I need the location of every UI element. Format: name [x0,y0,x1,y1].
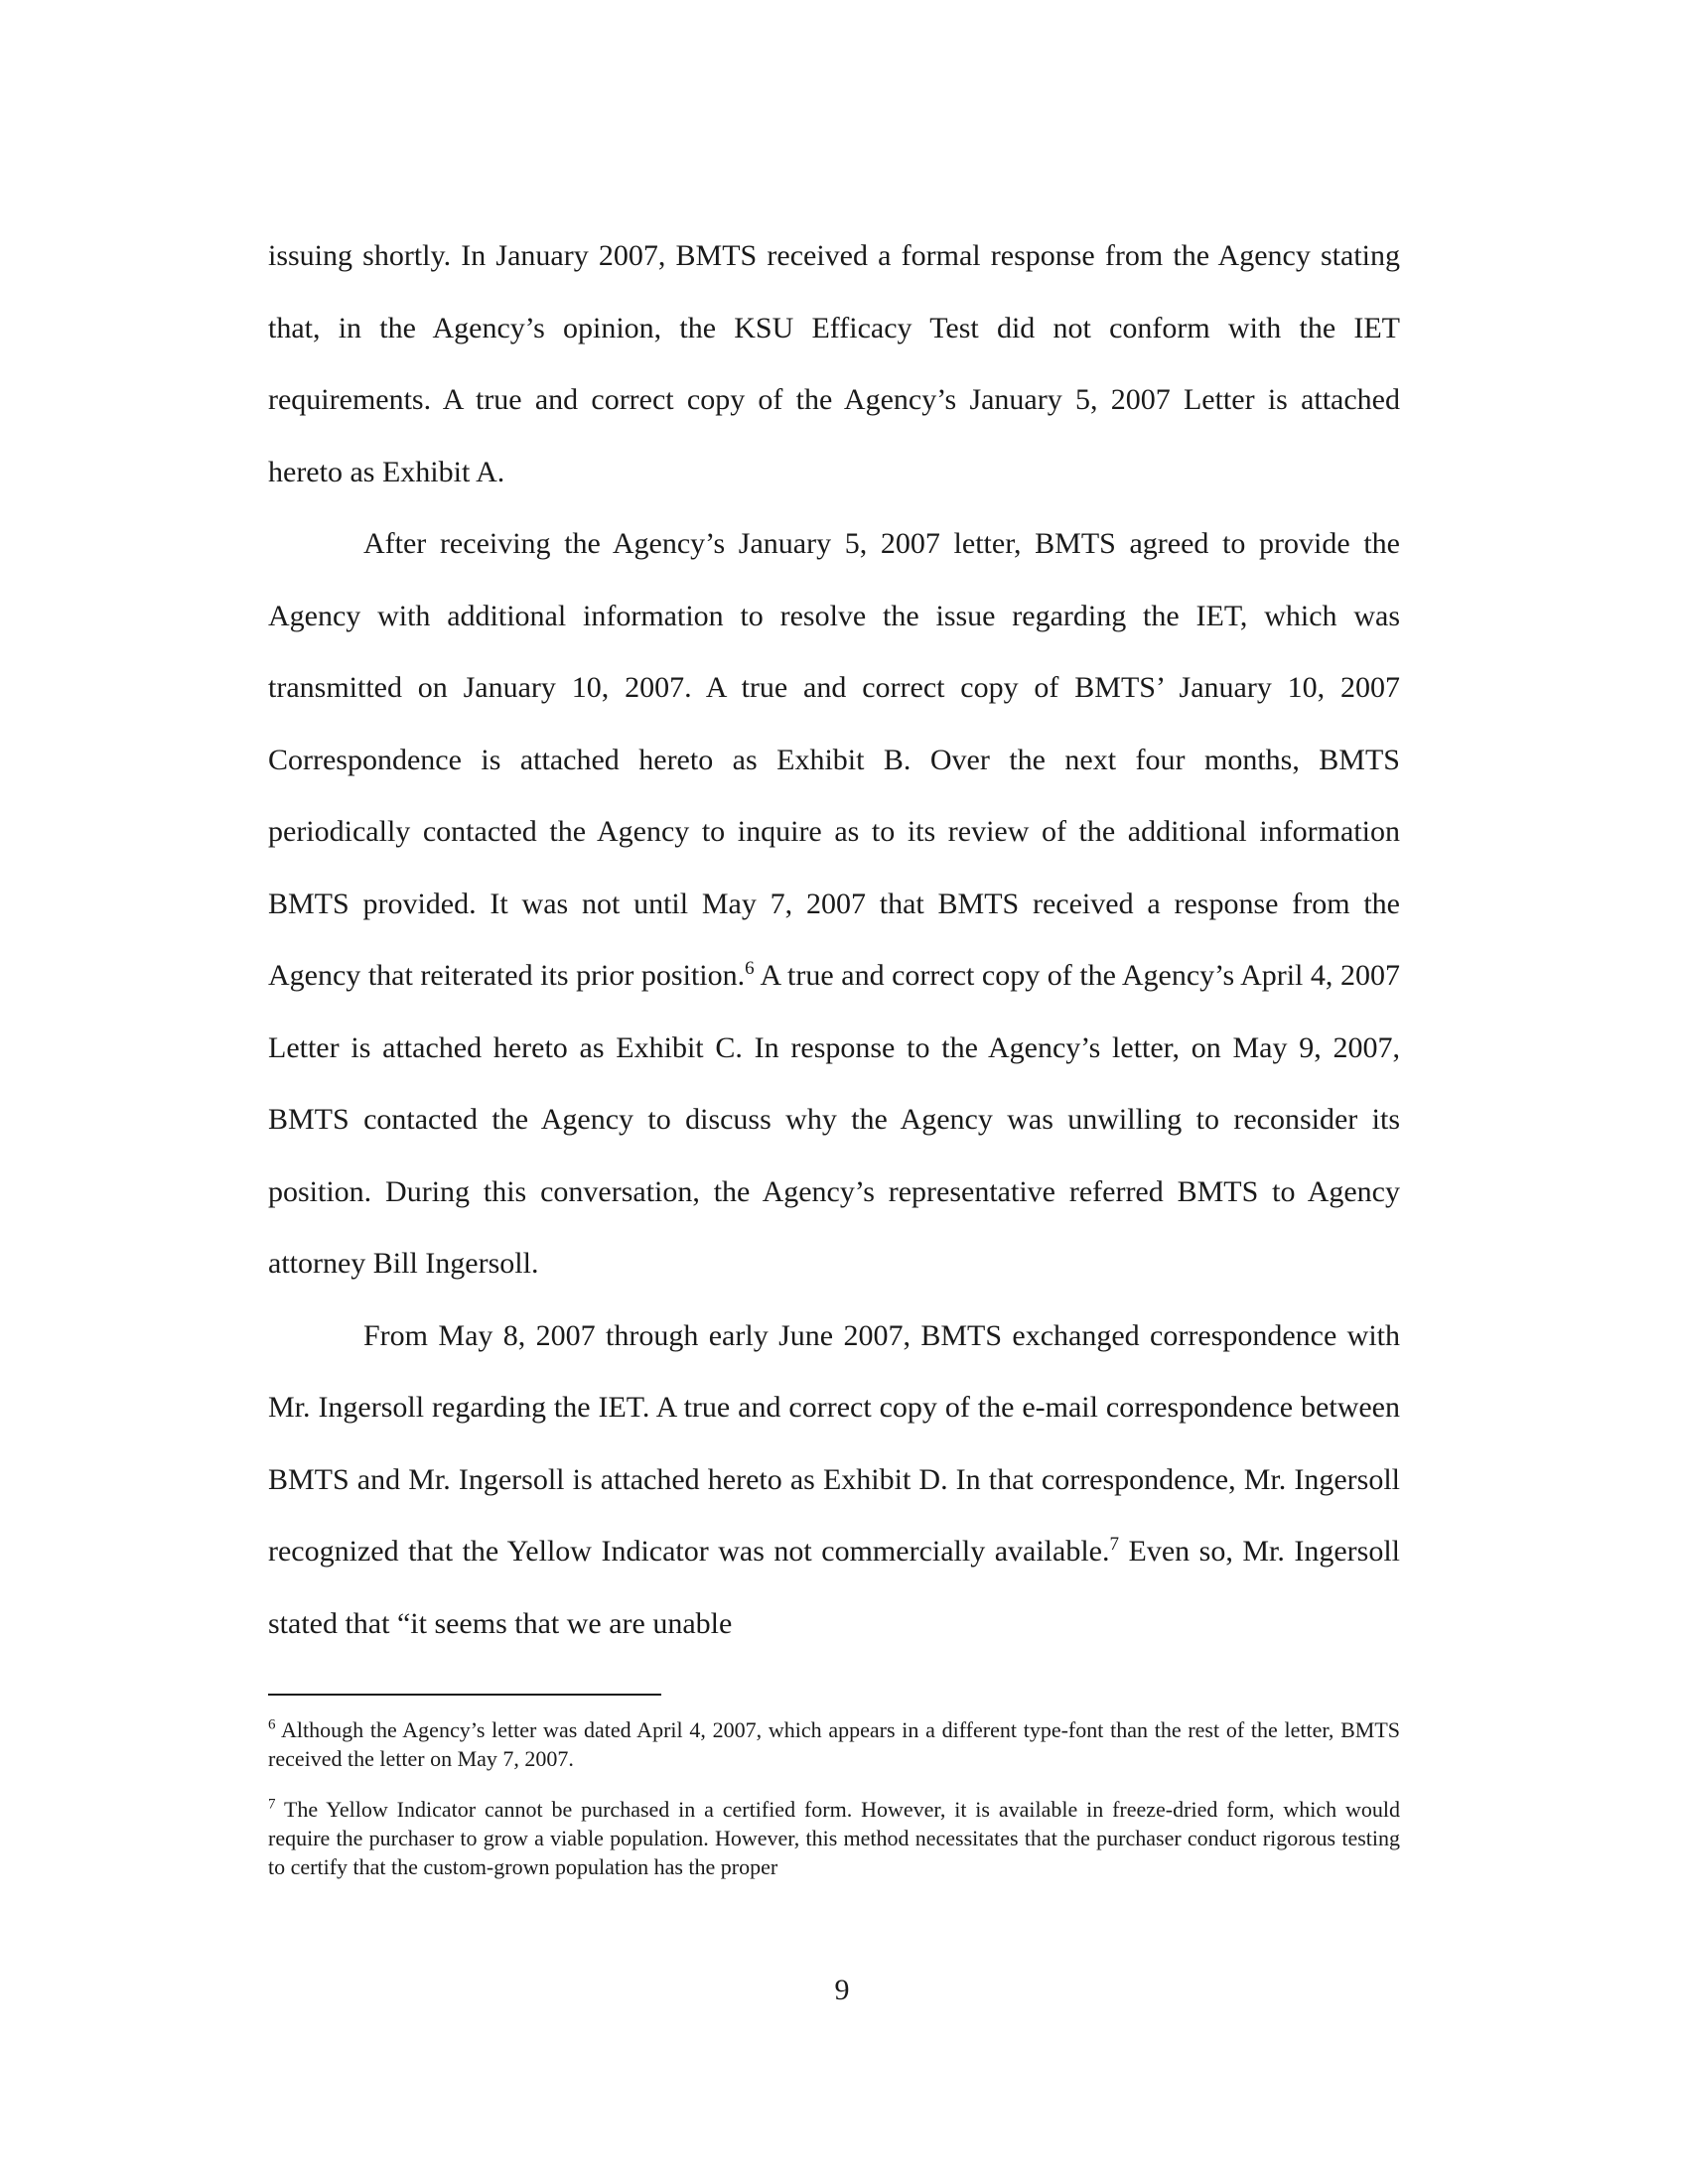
footnotes [268,1715,1400,1903]
paragraph-1 [268,220,1400,508]
footnote-reference-7[interactable]: 7 [1109,1534,1119,1555]
paragraph-3 [268,1300,1400,1661]
footnote-marker-7: 7 [268,1796,276,1813]
footnote-7 [268,1795,1400,1881]
paragraph-3-text-a: From May 8, 2007 through early June 2007, BMTS exchanged correspondence with Mr. Ingersoll regarding the IET. A true and correct copy of the e-mail correspondence between BMTS and Mr. Ingersoll is attached hereto as Exhibit D. In that correspondence, Mr. Ingersoll recognized that the Yellow Indicator was not commercially available. [268,1318,1400,1568]
body-text [268,220,1400,1660]
footnote-6-text: Although the Agency’s letter was dated April 4, 2007, which appears in a different type-font than the rest of the letter, BMTS received the letter on May 7, 2007. [268,1717,1400,1771]
footnote-6 [268,1715,1400,1773]
footnote-7-text: The Yellow Indicator cannot be purchased in a certified form. However, it is available in freeze-dried form, which would require the purchaser to grow a viable population. However, this method necessitates that the purchaser conduct rigorous testing to certify that the custom-grown population has the proper [268,1797,1400,1879]
footnote-reference-6[interactable]: 6 [745,958,755,979]
paragraph-2-text-a: After receiving the Agency’s January 5, 2007 letter, BMTS agreed to provide the Agency with additional information to resolve the issue regarding the IET, which was transmitted on January 10, 2007. A true and correct copy of BMTS’ January 10, 2007 Correspondence is attached hereto as Exhibit B. Over the next four months, BMTS periodically contacted the Agency to inquire as to its review of the additional information BMTS provided. It was not until May 7, 2007 that BMTS received a response from the Agency that reiterated its prior position. [268,527,1400,992]
paragraph-3-text-b: Even so, Mr. Ingersoll stated that “it seems that we are unable [268,1535,1400,1640]
footnote-separator [268,1694,661,1696]
paragraph-2 [268,508,1400,1300]
paragraph-1-text: issuing shortly. In January 2007, BMTS received a formal response from the Agency stating that, in the Agency’s opinion, the KSU Efficacy Test did not conform with the IET requirements. A true and correct copy of the Agency’s January 5, 2007 Letter is attached hereto as Exhibit A. [268,239,1400,488]
footnote-marker-6: 6 [268,1716,276,1733]
page-number: 9 [834,1974,850,2006]
paragraph-2-text-b: A true and correct copy of the Agency’s April 4, 2007 Letter is attached hereto as Exhibit C. In response to the Agency’s letter, on May 9, 2007, BMTS contacted the Agency to discuss why the Agency was unwilling to reconsider its position. During this conversation, the Agency’s representative referred BMTS to Agency attorney Bill Ingersoll. [268,959,1400,1280]
